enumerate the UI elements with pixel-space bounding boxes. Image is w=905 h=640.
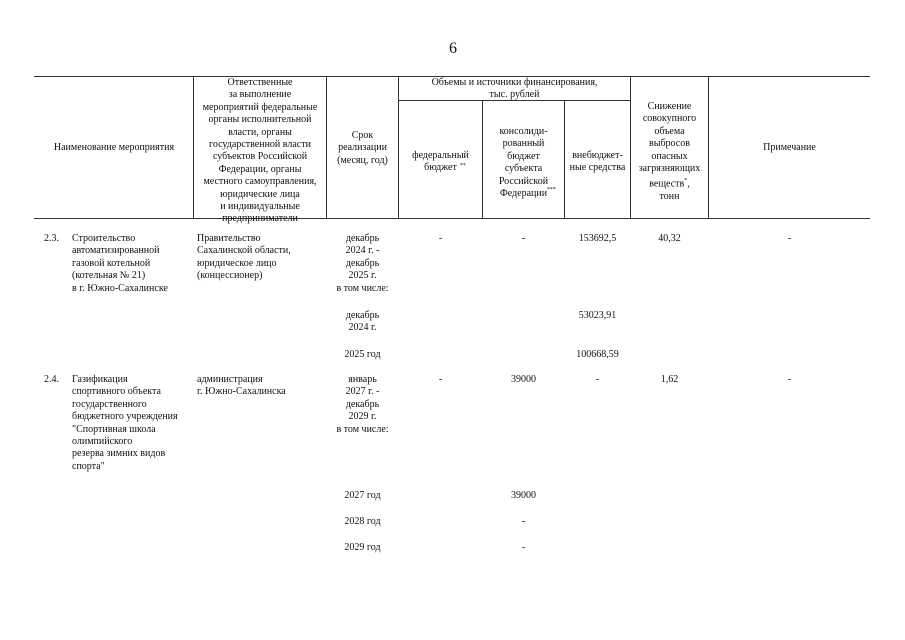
row-note: -	[787, 233, 792, 244]
row-federal: -	[438, 374, 443, 385]
row-number: 2.4.	[44, 374, 59, 385]
row-federal: -	[438, 233, 443, 244]
header-consolidated	[483, 126, 564, 200]
subrow-consolidated: 39000	[511, 490, 536, 501]
row-responsible: Правительство Сахалинской области, юридическое лицо (концессионер)	[197, 233, 291, 282]
row-term: январь 2027 г. - декабрь 2029 г. в том числе:	[336, 374, 389, 435]
header-reduction-sup: *	[684, 178, 688, 185]
header-term: Срок реализации (месяц, год)	[337, 130, 388, 166]
page-number: 6	[449, 40, 457, 57]
subrow-term: 2028 год	[344, 516, 381, 527]
header-bottom-border	[34, 218, 870, 219]
subrow-consolidated: -	[521, 542, 526, 553]
header-financing: Объемы и источники финансирования, тыс. рублей	[431, 77, 598, 101]
header-federal	[399, 150, 482, 175]
row-extrabudget: 153692,5	[578, 233, 617, 244]
header-extrabudget: внебюджет- ные средства	[569, 150, 626, 174]
row-name: Строительство автоматизированной газовой котельной (котельная № 21) в г. Южно-Сахалинске	[72, 233, 168, 294]
row-note: -	[787, 374, 792, 385]
subrow-consolidated: -	[521, 516, 526, 527]
header-federal-sup: **	[460, 163, 466, 169]
subrow-term: 2029 год	[344, 542, 381, 553]
row-name: Газификация спортивного объекта государственного бюджетного учреждения "Спортивная школа олимпийского резерва зимних видов спорта"	[72, 374, 178, 472]
row-consolidated: -	[521, 233, 526, 244]
header-reduction	[631, 101, 708, 204]
row-reduction: 1,62	[660, 374, 679, 385]
row-reduction: 40,32	[658, 233, 681, 244]
header-reduction-text: Снижение совокупного объема выбросов опасных загрязняющих веществ	[638, 101, 701, 190]
header-consolidated-sup: ***	[547, 187, 556, 193]
header-name: Наименование мероприятия	[53, 142, 175, 153]
header-reduction-tail: , тонн	[659, 178, 690, 203]
header-responsible: Ответственные за выполнение мероприятий федеральные органы исполнительной власти, органы государственной власти субъектов Российской Федерации, органы местного самоуправления, юридические лица и индивидуальные предприниматели	[202, 77, 318, 225]
subrow-term: 2025 год	[344, 349, 381, 360]
subrow-extrabudget: 100668,59	[576, 349, 619, 360]
header-federal-text: федеральный бюджет	[412, 150, 469, 174]
row-responsible: администрация г. Южно-Сахалинска	[197, 374, 286, 398]
header-note: Примечание	[763, 142, 816, 153]
row-extrabudget: -	[595, 374, 600, 385]
row-consolidated: 39000	[511, 374, 536, 385]
subrow-term: 2027 год	[344, 490, 381, 501]
row-term: декабрь 2024 г. - декабрь 2025 г. в том числе:	[336, 233, 389, 294]
subrow-term: декабрь 2024 г.	[345, 310, 380, 334]
subrow-extrabudget: 53023,91	[578, 310, 617, 321]
row-number: 2.3.	[44, 233, 59, 244]
header-consolidated-text: консолиди- рованный бюджет субъекта Российской Федерации	[498, 126, 549, 200]
